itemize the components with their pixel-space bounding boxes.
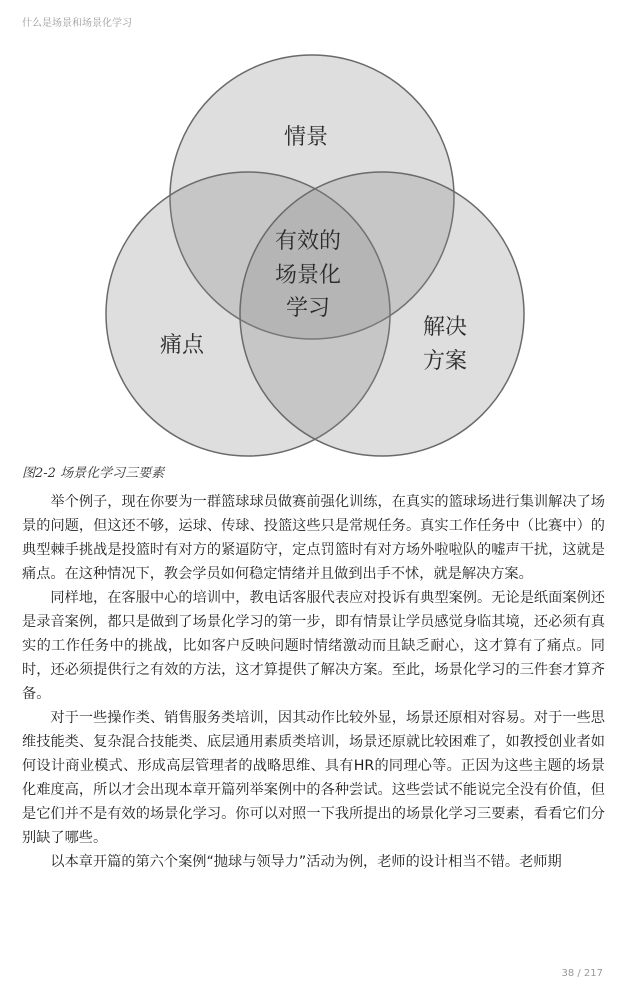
label-solution-line1: 解决: [422, 315, 468, 340]
venn-diagram: [100, 52, 530, 457]
venn-figure: [100, 52, 530, 457]
body-text: [22, 490, 605, 874]
label-situation: 情景: [283, 125, 329, 150]
paragraph: 以本章开篇的第六个案例“抛球与领导力”活动为例，老师的设计相当不错。老师期: [50, 854, 562, 870]
label-pain-point: 痛点: [159, 333, 205, 358]
paragraph: 同样地，在客服中心的培训中，教电话客服代表应对投诉有典型案例。无论是纸面案例还是录音案例，都只是做到了场景化学习的第一步，即有情景让学员感觉身临其境，还必须有真实的工作任务中的挑战，比如客户反映问题时情绪激动而且缺乏耐心，这才算有了痛点。同时，还必须提供行之有效的方法，这才算提供了解决方案。至此，场景化学习的三件套才算齐备。: [22, 590, 605, 702]
center-line2: 场景化: [274, 263, 342, 288]
circle-solution: [240, 172, 524, 456]
center-line3: 学习: [285, 296, 331, 321]
center-line1: 有效的: [274, 229, 342, 254]
paragraph: 举个例子，现在你要为一群篮球球员做赛前强化训练，在真实的篮球场进行集训解决了场景的问题，但这还不够，运球、传球、投篮这些只是常规任务。真实工作任务中（比赛中）的典型棘手挑战是投篮时有对方的紧逼防守，定点罚篮时有对方场外啦啦队的嘘声干扰，这就是痛点。在这种情况下，教会学员如何稳定情绪并且做到出手不怵，就是解决方案。: [22, 494, 605, 582]
figure-caption: 图2-2 场景化学习三要素: [22, 466, 165, 481]
label-solution-line2: 方案: [422, 349, 468, 374]
paragraph: 对于一些操作类、销售服务类培训，因其动作比较外显，场景还原相对容易。对于一些思维技能类、复杂混合技能类、底层通用素质类培训，场景还原就比较困难了，如教授创业者如何设计商业模式、形成高层管理者的战略思维、具有HR的同理心等。正因为这些主题的场景化难度高，所以才会出现本章开篇列举案例中的各种尝试。这些尝试不能说完全没有价值，但是它们并不是有效的场景化学习。你可以对照一下我所提出的场景化学习三要素，看看它们分别缺了哪些。: [22, 710, 605, 846]
page-indicator: 38 / 217: [561, 968, 603, 979]
running-title: 什么是场景和场景化学习: [22, 18, 132, 29]
